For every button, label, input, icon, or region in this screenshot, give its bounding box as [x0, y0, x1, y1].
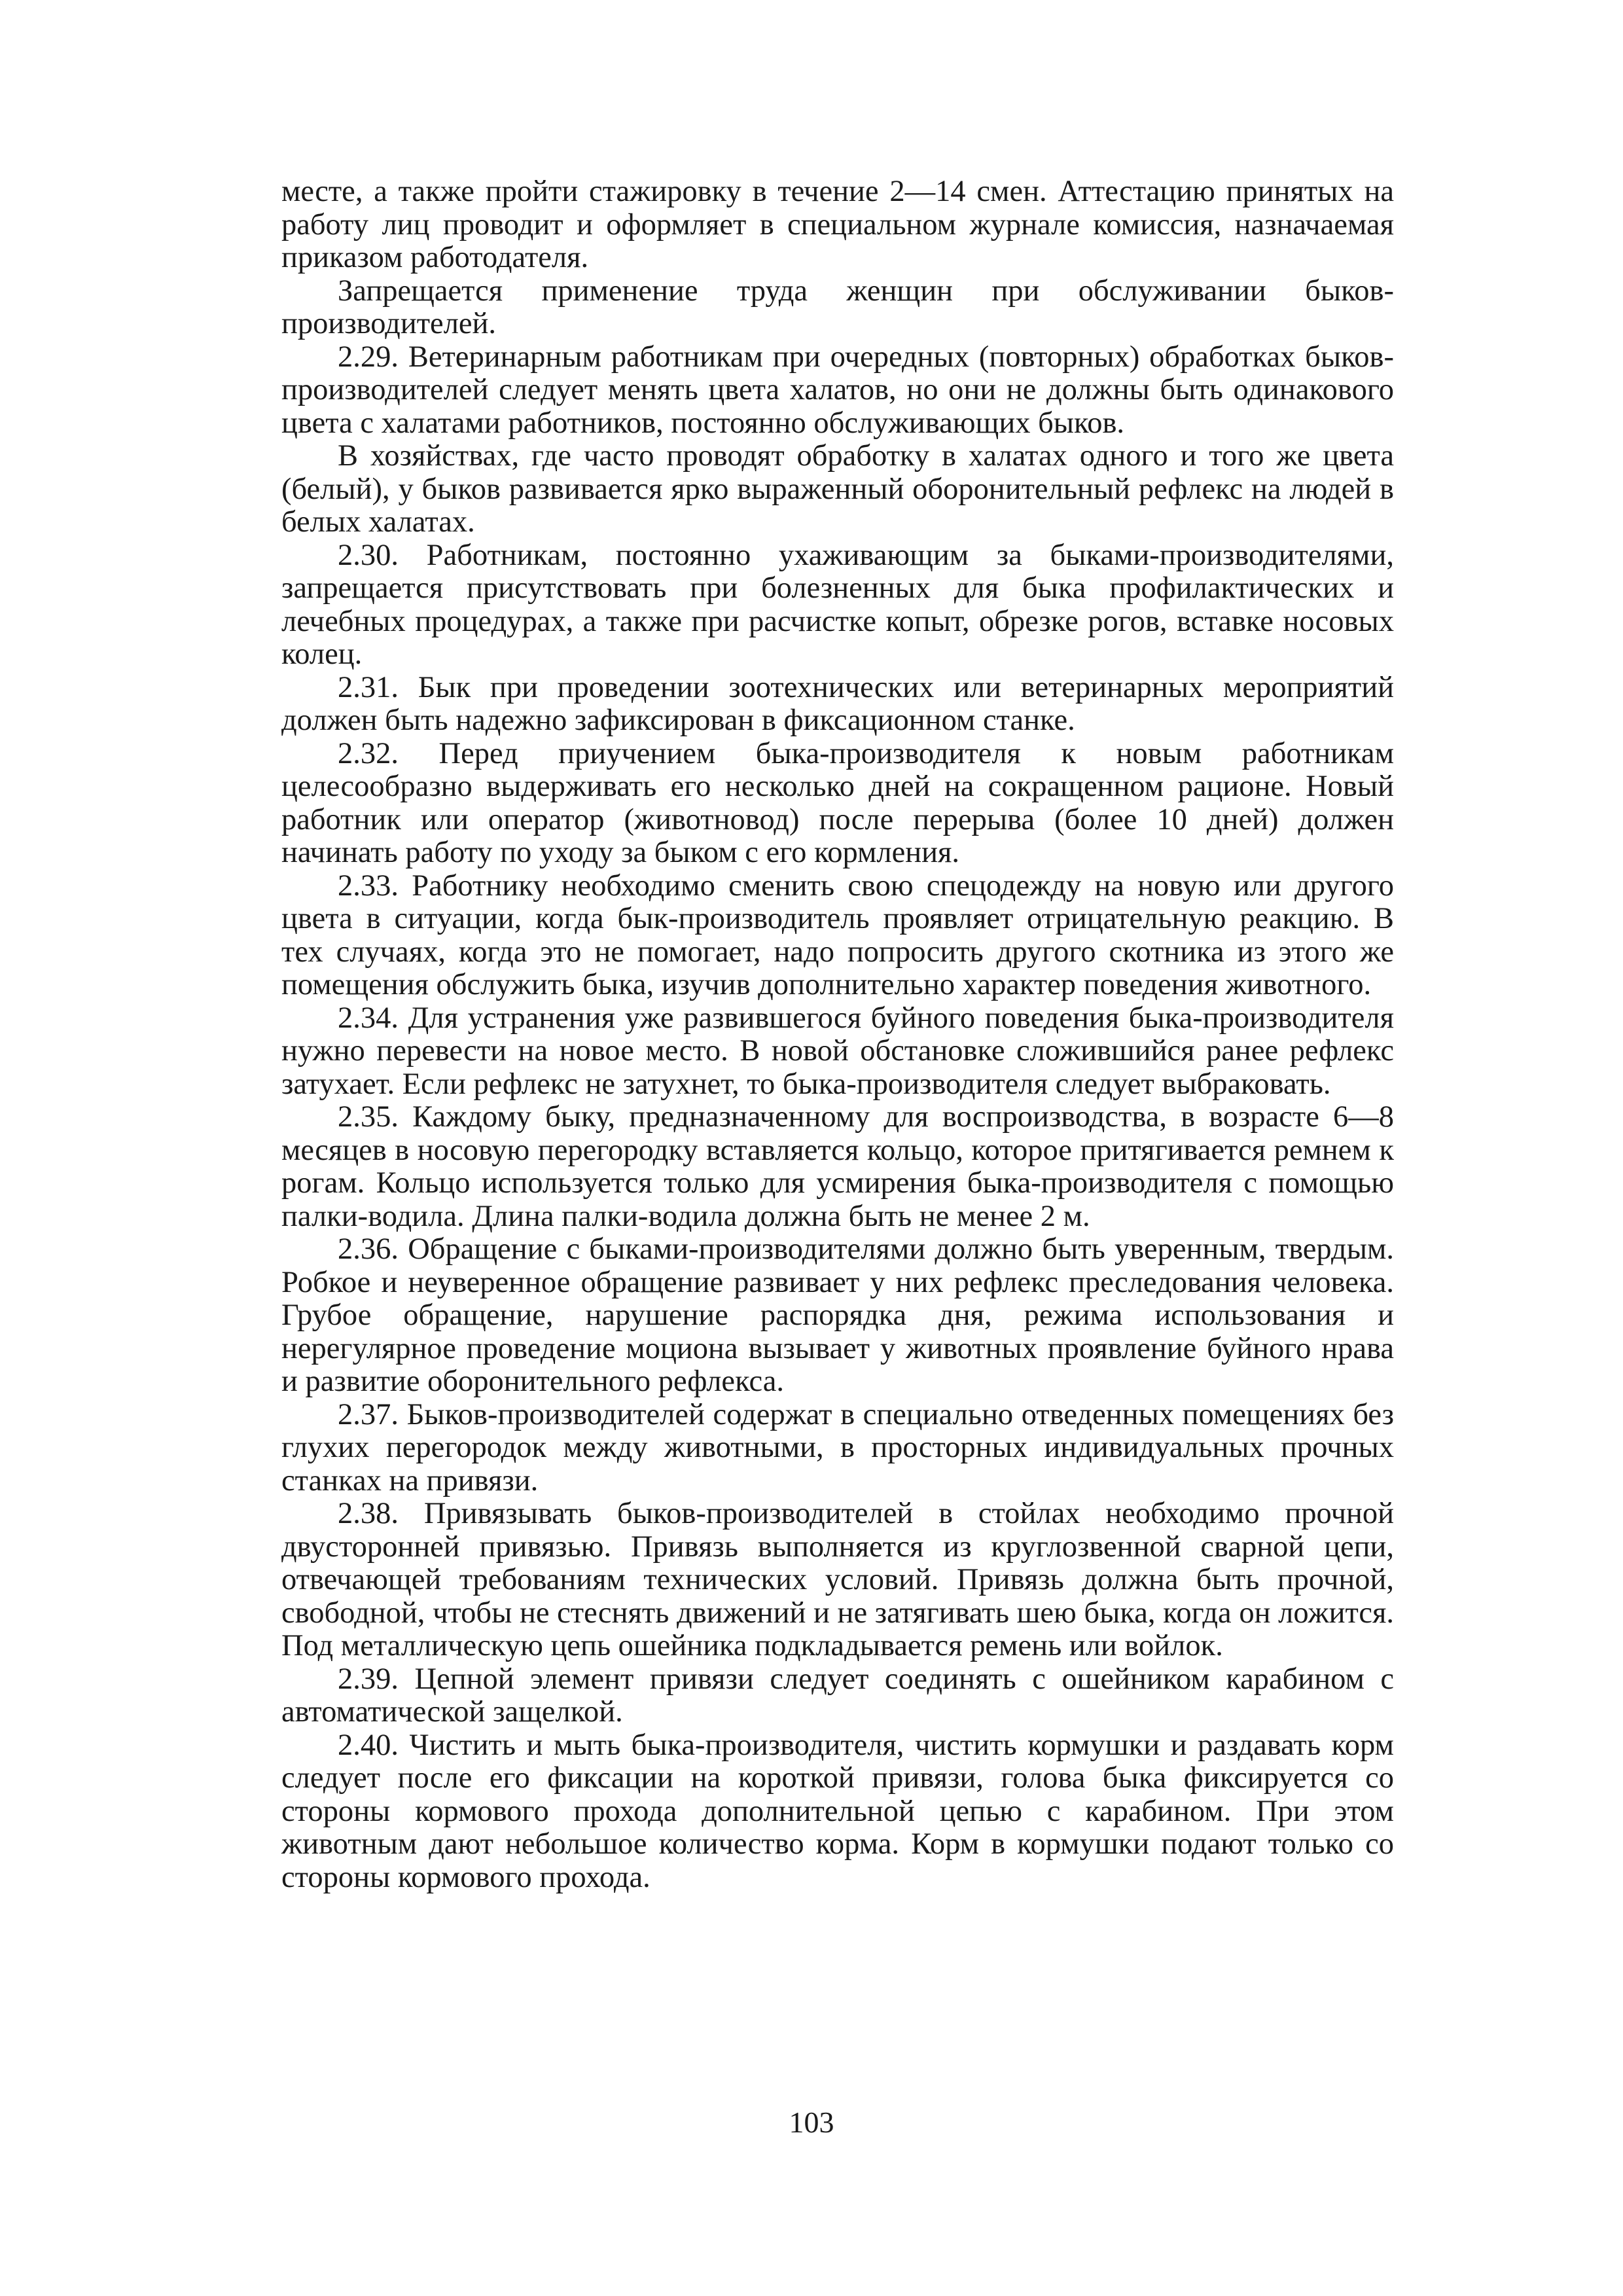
paragraph-2-33: 2.33. Работнику необходимо сменить свою спецодежду на новую или другого цвета в ситуации, когда бык-производитель проявляет отрицательную реакцию. В тех случаях, когда это не помогает, надо попросить другого скотника из этого же помещения обслужить быка, изучив дополнительно характер поведения животного.: [281, 869, 1394, 1001]
paragraph-2-34: 2.34. Для устранения уже развившегося буйного поведения быка-производителя нужно перевести на новое место. В новой обстановке сложившийся ранее рефлекс затухает. Если рефлекс не затухнет, то быка-производителя следует выбраковать.: [281, 1001, 1394, 1101]
paragraph-2-30: 2.30. Работникам, постоянно ухаживающим за быками-производителями, запрещается присутствовать при болезненных для быка профилактических и лечебных процедурах, а также при расчистке копыт, обрезке рогов, вставке носовых колец.: [281, 538, 1394, 671]
body-text: [281, 175, 1394, 1894]
page-number: 103: [789, 2106, 834, 2139]
paragraph-2-40: 2.40. Чистить и мыть быка-производителя, чистить кормушки и раздавать корм следует после его фиксации на короткой привязи, голова быка фиксируется со стороны кормового прохода дополнительной цепью с карабином. При этом животным дают небольшое количество корма. Корм в кормушки подают только со стороны кормового прохода.: [281, 1728, 1394, 1894]
paragraph-white-coats: В хозяйствах, где часто проводят обработку в халатах одного и того же цвета (белый), у быков развивается ярко выраженный оборонительный рефлекс на людей в белых халатах.: [281, 439, 1394, 539]
paragraph-2-29: 2.29. Ветеринарным работникам при очередных (повторных) обработках быков-производителей следует менять цвета халатов, но они не должны быть одинакового цвета с халатами работников, постоянно обслуживающих быков.: [281, 340, 1394, 440]
paragraph-continuation: месте, а также пройти стажировку в течение 2—14 смен. Аттестацию принятых на работу лиц проводит и оформляет в специальном журнале комиссия, назначаемая приказом работодателя.: [281, 175, 1394, 274]
paragraph-2-32: 2.32. Перед приучением быка-производителя к новым работникам целесообразно выдерживать его несколько дней на сокращенном рационе. Новый работник или оператор (животновод) после перерыва (более 10 дней) должен начинать работу по уходу за быком с его кормления.: [281, 736, 1394, 869]
paragraph-2-39: 2.39. Цепной элемент привязи следует соединять с ошейником карабином с автоматической защелкой.: [281, 1662, 1394, 1729]
paragraph-2-31: 2.31. Бык при проведении зоотехнических или ветеринарных мероприятий должен быть надежно зафиксирован в фиксационном станке.: [281, 670, 1394, 737]
paragraph-2-35: 2.35. Каждому быку, предназначенному для воспроизводства, в возрасте 6—8 месяцев в носовую перегородку вставляется кольцо, которое притягивается ремнем к рогам. Кольцо используется только для усмирения быка-производителя с помощью палки-водила. Длина палки-водила должна быть не менее 2 м.: [281, 1100, 1394, 1233]
paragraph-2-37: 2.37. Быков-производителей содержат в специально отведенных помещениях без глухих перегородок между животными, в просторных индивидуальных прочных станках на привязи.: [281, 1397, 1394, 1498]
paragraph-2-36: 2.36. Обращение с быками-производителями должно быть уверенным, твердым. Робкое и неуверенное обращение развивает у них рефлекс преследования человека. Грубое обращение, нарушение распорядка дня, режима использования и нерегулярное проведение моциона вызывает у животных проявление буйного нрава и развитие оборонительного рефлекса.: [281, 1232, 1394, 1398]
paragraph-2-38: 2.38. Привязывать быков-производителей в стойлах необходимо прочной двусторонней привязью. Привязь выполняется из круглозвенной сварной цепи, отвечающей требованиям технических условий. Привязь должна быть прочной, свободной, чтобы не стеснять движений и не затягивать шею быка, когда он ложится. Под металлическую цепь ошейника подкладывается ремень или войлок.: [281, 1497, 1394, 1662]
paragraph-women-prohibition: Запрещается применение труда женщин при обслуживании быков-производителей.: [281, 274, 1394, 340]
